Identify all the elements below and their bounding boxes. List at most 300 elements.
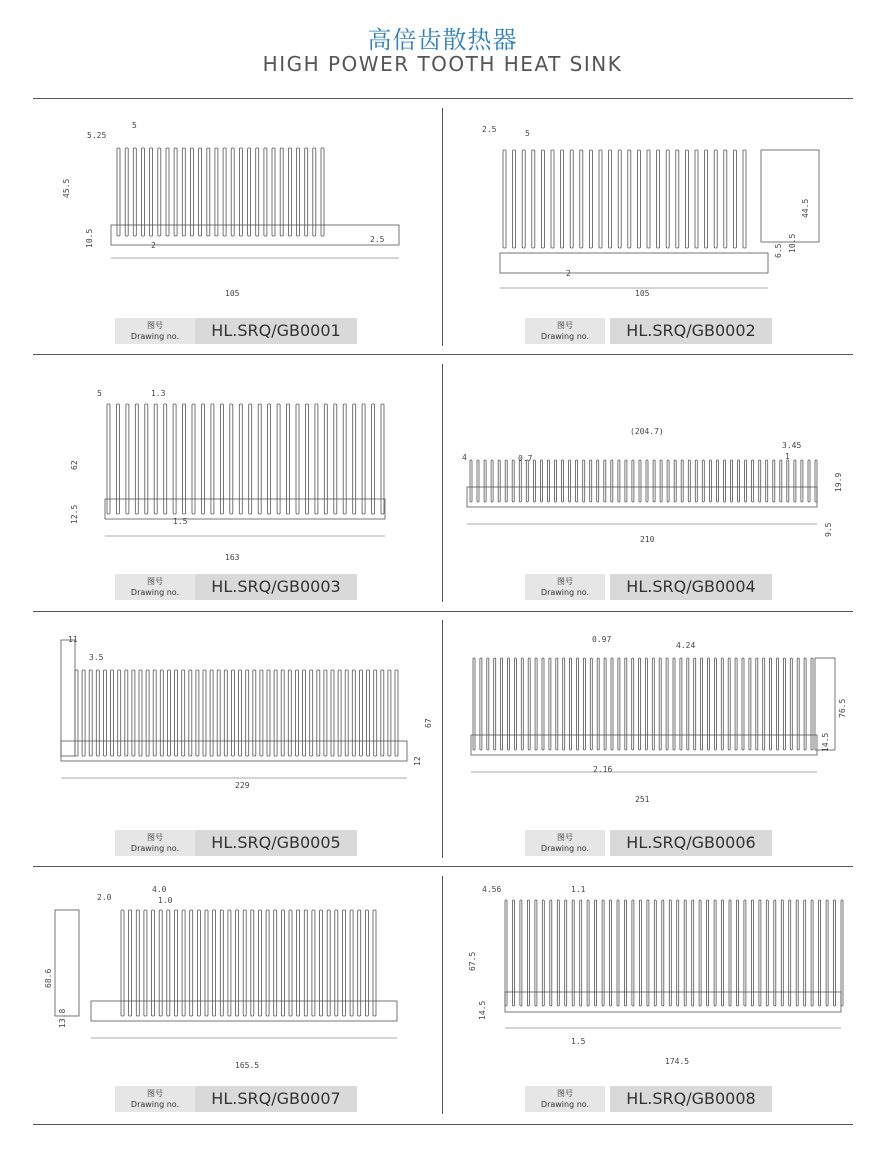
page-title-cn: 高倍齿散热器	[367, 26, 518, 54]
dimension-label: 3.5	[89, 653, 104, 662]
dimension-label: 105	[635, 289, 650, 298]
fin	[737, 900, 739, 1006]
fin	[173, 404, 176, 514]
fin	[381, 404, 384, 514]
fin	[781, 900, 783, 1006]
fin	[625, 460, 627, 502]
fin	[239, 148, 242, 236]
fin	[714, 900, 716, 1006]
fin	[797, 658, 799, 750]
fin	[705, 150, 708, 248]
fin	[570, 658, 572, 750]
fin	[150, 148, 153, 236]
fin	[572, 900, 574, 1006]
fin	[602, 900, 604, 1006]
fin	[258, 404, 261, 514]
fin	[514, 658, 516, 750]
fin	[639, 460, 641, 502]
fin	[395, 670, 398, 756]
drawing-no-label	[115, 574, 195, 600]
heat-sink-profile-drawing	[35, 620, 435, 820]
drawing-no-label	[525, 318, 605, 344]
fin	[331, 670, 334, 756]
divider-row3	[33, 866, 853, 867]
fin	[338, 670, 341, 756]
divider-top	[33, 98, 853, 99]
dimension-label: 14.5	[821, 732, 830, 752]
dimension-label: 76.5	[838, 698, 847, 718]
fin	[609, 150, 612, 248]
fin	[310, 670, 313, 756]
fin	[789, 900, 791, 1006]
fin	[217, 670, 220, 756]
dimension-label: 10.5	[85, 228, 94, 248]
dimension-label: 2	[151, 241, 156, 250]
drawing-number: HL.SRQ/GB0006	[610, 830, 772, 856]
heat-sink-panel	[35, 108, 435, 348]
fin	[132, 670, 135, 756]
fin	[118, 670, 121, 756]
drawing-no-label	[115, 1086, 195, 1112]
fin	[707, 900, 709, 1006]
fin	[583, 658, 585, 750]
fin	[388, 670, 391, 756]
fin	[477, 460, 479, 502]
drawing-number: HL.SRQ/GB0004	[610, 574, 772, 600]
fin	[549, 658, 551, 750]
drawing-no-label	[525, 830, 605, 856]
side-wall	[55, 910, 79, 1016]
dimension-label: (204.7)	[630, 427, 664, 436]
fin	[494, 658, 496, 750]
fin	[714, 150, 717, 248]
fin	[220, 404, 223, 514]
fin	[687, 658, 689, 750]
heat-sink-panel	[445, 876, 845, 1116]
fin	[519, 460, 521, 502]
dimension-label: 14.5	[478, 1000, 487, 1020]
fin	[321, 148, 324, 236]
fin	[480, 658, 482, 750]
fin	[535, 900, 537, 1006]
dimension-label: 2.16	[593, 765, 613, 774]
fin	[312, 910, 315, 1016]
fin	[729, 900, 731, 1006]
fin	[144, 910, 147, 1016]
dimension-label: 12.5	[70, 504, 79, 524]
fin	[297, 910, 300, 1016]
fin	[625, 658, 627, 750]
fin	[205, 910, 208, 1016]
fin	[639, 658, 641, 750]
fin	[167, 670, 170, 756]
fin	[618, 460, 620, 502]
fin	[334, 404, 337, 514]
fin	[470, 460, 472, 502]
fin	[743, 150, 746, 248]
fin	[359, 670, 362, 756]
drawing-no-label-en: Drawing no.	[130, 1100, 180, 1109]
dimension-label: 0.7	[518, 454, 533, 463]
fin	[135, 404, 138, 514]
fin	[759, 900, 761, 1006]
fin	[647, 150, 650, 248]
fin	[133, 148, 136, 236]
fin	[745, 460, 747, 502]
dimension-label: 2	[566, 269, 571, 278]
drawing-number: HL.SRQ/GB0001	[195, 318, 357, 344]
drawing-no-label-cn: 图号	[147, 833, 163, 842]
fin	[264, 148, 267, 236]
fin	[231, 670, 234, 756]
dimension-label: 163	[225, 553, 240, 562]
dimension-label: 6.5	[774, 243, 783, 258]
fin	[207, 148, 210, 236]
fin	[313, 148, 316, 236]
fin	[541, 150, 544, 248]
dimension-label: 2.5	[482, 125, 497, 134]
fin	[773, 460, 775, 502]
fin	[259, 910, 262, 1016]
fin	[345, 670, 348, 756]
dimension-label: 210	[640, 535, 655, 544]
dimension-label: 1.5	[571, 1037, 586, 1046]
fin	[89, 670, 92, 756]
fin	[550, 900, 552, 1006]
fin	[610, 900, 612, 1006]
fin	[801, 460, 803, 502]
fin	[774, 900, 776, 1006]
fin	[182, 910, 185, 1016]
fin	[484, 460, 486, 502]
fin	[220, 910, 223, 1016]
fin	[117, 148, 120, 236]
fin	[304, 910, 307, 1016]
fin	[569, 460, 571, 502]
fin	[770, 658, 772, 750]
heat-sink-profile-drawing	[35, 876, 435, 1076]
fin	[684, 900, 686, 1006]
fin	[287, 404, 290, 514]
fin	[159, 910, 162, 1016]
dimension-label: 1.3	[151, 389, 166, 398]
fin	[267, 670, 270, 756]
fin	[167, 910, 170, 1016]
drawing-number: HL.SRQ/GB0005	[195, 830, 357, 856]
fin	[557, 900, 559, 1006]
drawing-no-label-cn: 图号	[557, 833, 573, 842]
fin	[733, 150, 736, 248]
fin	[667, 460, 669, 502]
fin	[154, 404, 157, 514]
fin	[381, 670, 384, 756]
fin	[660, 460, 662, 502]
fin	[248, 148, 251, 236]
fin	[735, 658, 737, 750]
fin	[819, 900, 821, 1006]
fin	[796, 900, 798, 1006]
fin	[190, 148, 193, 236]
drawing-no-label	[525, 1086, 605, 1112]
fin	[224, 670, 227, 756]
dimension-label: 10.5	[788, 233, 797, 253]
fin	[751, 900, 753, 1006]
fin	[280, 148, 283, 236]
fin	[617, 900, 619, 1006]
fin	[372, 404, 375, 514]
fin	[335, 910, 338, 1016]
fin	[611, 460, 613, 502]
fin	[752, 460, 754, 502]
fin	[223, 148, 226, 236]
fin	[320, 910, 323, 1016]
fin	[728, 658, 730, 750]
fin	[722, 900, 724, 1006]
fin	[699, 900, 701, 1006]
fin	[666, 658, 668, 750]
heat-sink-panel	[35, 620, 435, 860]
fin	[834, 900, 836, 1006]
fin	[277, 404, 280, 514]
fin	[551, 150, 554, 248]
fin	[352, 670, 355, 756]
dimension-label: 1.5	[173, 517, 188, 526]
fin	[632, 658, 634, 750]
fin	[676, 150, 679, 248]
fin	[583, 460, 585, 502]
fin	[738, 460, 740, 502]
dimension-label: 1.0	[158, 896, 173, 905]
dimension-label: 2.0	[97, 893, 112, 902]
fin	[811, 658, 813, 750]
drawing-no-label-cn: 图号	[557, 577, 573, 586]
fin	[211, 404, 214, 514]
fin	[577, 658, 579, 750]
base-plate	[91, 1001, 397, 1021]
fin	[692, 900, 694, 1006]
fin	[628, 150, 631, 248]
fin	[116, 404, 119, 514]
fin	[243, 910, 246, 1016]
dimension-label: 11	[68, 635, 78, 644]
fin	[604, 460, 606, 502]
fin	[645, 658, 647, 750]
fin	[503, 150, 506, 248]
fin	[288, 670, 291, 756]
fin	[535, 658, 537, 750]
fin	[625, 900, 627, 1006]
fin	[374, 670, 377, 756]
heat-sink-panel	[35, 364, 435, 604]
fin	[203, 670, 206, 756]
heat-sink-panel	[35, 876, 435, 1116]
fin	[759, 460, 761, 502]
fin	[215, 148, 218, 236]
fin	[289, 910, 292, 1016]
fin	[702, 460, 704, 502]
drawing-no-label-en: Drawing no.	[540, 844, 590, 853]
fin	[744, 900, 746, 1006]
base-plate	[500, 253, 768, 273]
fin	[513, 900, 515, 1006]
fin	[787, 460, 789, 502]
fin	[595, 900, 597, 1006]
fin	[296, 404, 299, 514]
fin	[647, 900, 649, 1006]
dimension-label: 5	[132, 121, 137, 130]
fin	[804, 900, 806, 1006]
heat-sink-panel	[445, 108, 845, 348]
fin	[716, 460, 718, 502]
fin	[324, 670, 327, 756]
fin	[794, 460, 796, 502]
fin	[724, 150, 727, 248]
fin	[295, 670, 298, 756]
fin	[513, 150, 516, 248]
fin	[236, 910, 239, 1016]
fin	[343, 404, 346, 514]
fin	[153, 670, 156, 756]
drawing-no-label-en: Drawing no.	[130, 588, 180, 597]
fin	[272, 148, 275, 236]
drawing-number: HL.SRQ/GB0007	[195, 1086, 357, 1112]
drawing-no-label-cn: 图号	[147, 1089, 163, 1098]
fin	[589, 150, 592, 248]
fin	[96, 670, 99, 756]
fin	[666, 150, 669, 248]
side-wall	[761, 150, 819, 242]
fin	[763, 658, 765, 750]
fin	[129, 910, 132, 1016]
fin	[305, 148, 308, 236]
fin	[196, 670, 199, 756]
fin	[841, 900, 843, 1006]
fin	[358, 910, 361, 1016]
fin	[145, 404, 148, 514]
fin	[281, 670, 284, 756]
dimension-label: 5	[97, 389, 102, 398]
fin	[653, 460, 655, 502]
divider-vertical-3	[442, 620, 443, 858]
fin	[239, 670, 242, 756]
fin	[777, 658, 779, 750]
fin	[556, 658, 558, 750]
drawing-no-label-cn: 图号	[557, 321, 573, 330]
fin	[646, 460, 648, 502]
fin	[804, 658, 806, 750]
heat-sink-panel	[445, 364, 845, 604]
fin	[522, 150, 525, 248]
fin	[202, 404, 205, 514]
fin	[175, 670, 178, 756]
fin	[210, 670, 213, 756]
dimension-label: 62	[70, 460, 79, 470]
fin	[182, 148, 185, 236]
fin	[521, 658, 523, 750]
fin	[561, 150, 564, 248]
fin	[639, 900, 641, 1006]
drawing-no-label-cn: 图号	[147, 321, 163, 330]
fin	[505, 900, 507, 1006]
page-title-en: HIGH POWER TOOTH HEAT SINK	[262, 52, 623, 76]
fin	[256, 148, 259, 236]
fin	[780, 460, 782, 502]
fin	[82, 670, 85, 756]
fin	[520, 900, 522, 1006]
fin	[565, 900, 567, 1006]
fin	[189, 670, 192, 756]
fin	[146, 670, 149, 756]
fin	[659, 658, 661, 750]
fin	[246, 670, 249, 756]
fin	[547, 460, 549, 502]
dimension-label: 229	[235, 781, 250, 790]
fin	[657, 150, 660, 248]
fin	[139, 670, 142, 756]
fin	[266, 910, 269, 1016]
fin	[587, 900, 589, 1006]
fin	[766, 900, 768, 1006]
heat-sink-profile-drawing	[445, 876, 845, 1076]
heat-sink-profile-drawing	[445, 108, 845, 308]
divider-vertical-2	[442, 364, 443, 602]
fin	[508, 658, 510, 750]
fin	[766, 460, 768, 502]
fin	[695, 460, 697, 502]
dimension-label: 45.5	[62, 178, 71, 198]
fin	[136, 910, 139, 1016]
fin	[721, 658, 723, 750]
fin	[268, 404, 271, 514]
fin	[580, 900, 582, 1006]
fin	[175, 910, 178, 1016]
fin	[597, 658, 599, 750]
fin	[673, 658, 675, 750]
fin	[473, 658, 475, 750]
dimension-label: 3.45	[782, 441, 802, 450]
divider-vertical-4	[442, 876, 443, 1114]
fin	[260, 670, 263, 756]
fin	[528, 658, 530, 750]
fin	[542, 658, 544, 750]
fin	[555, 460, 557, 502]
dimension-label: 5.25	[87, 131, 107, 140]
divider-vertical-1	[442, 108, 443, 346]
fin	[512, 460, 514, 502]
fin	[324, 404, 327, 514]
fin	[197, 910, 200, 1016]
fin	[688, 460, 690, 502]
heat-sink-profile-drawing	[35, 108, 435, 308]
fin	[166, 148, 169, 236]
fin	[164, 404, 167, 514]
fin	[749, 658, 751, 750]
dimension-label: 4.56	[482, 885, 502, 894]
divider-row1	[33, 354, 853, 355]
fin	[249, 404, 252, 514]
drawing-no-label	[525, 574, 605, 600]
fin	[281, 910, 284, 1016]
dimension-label: 1.1	[571, 885, 586, 894]
dimension-label: 4	[462, 453, 467, 462]
fin	[654, 900, 656, 1006]
dimension-label: 2.5	[370, 235, 385, 244]
fin	[365, 910, 368, 1016]
fin	[297, 148, 300, 236]
dimension-label: 5	[525, 129, 530, 138]
fin	[199, 148, 202, 236]
fin	[652, 658, 654, 750]
